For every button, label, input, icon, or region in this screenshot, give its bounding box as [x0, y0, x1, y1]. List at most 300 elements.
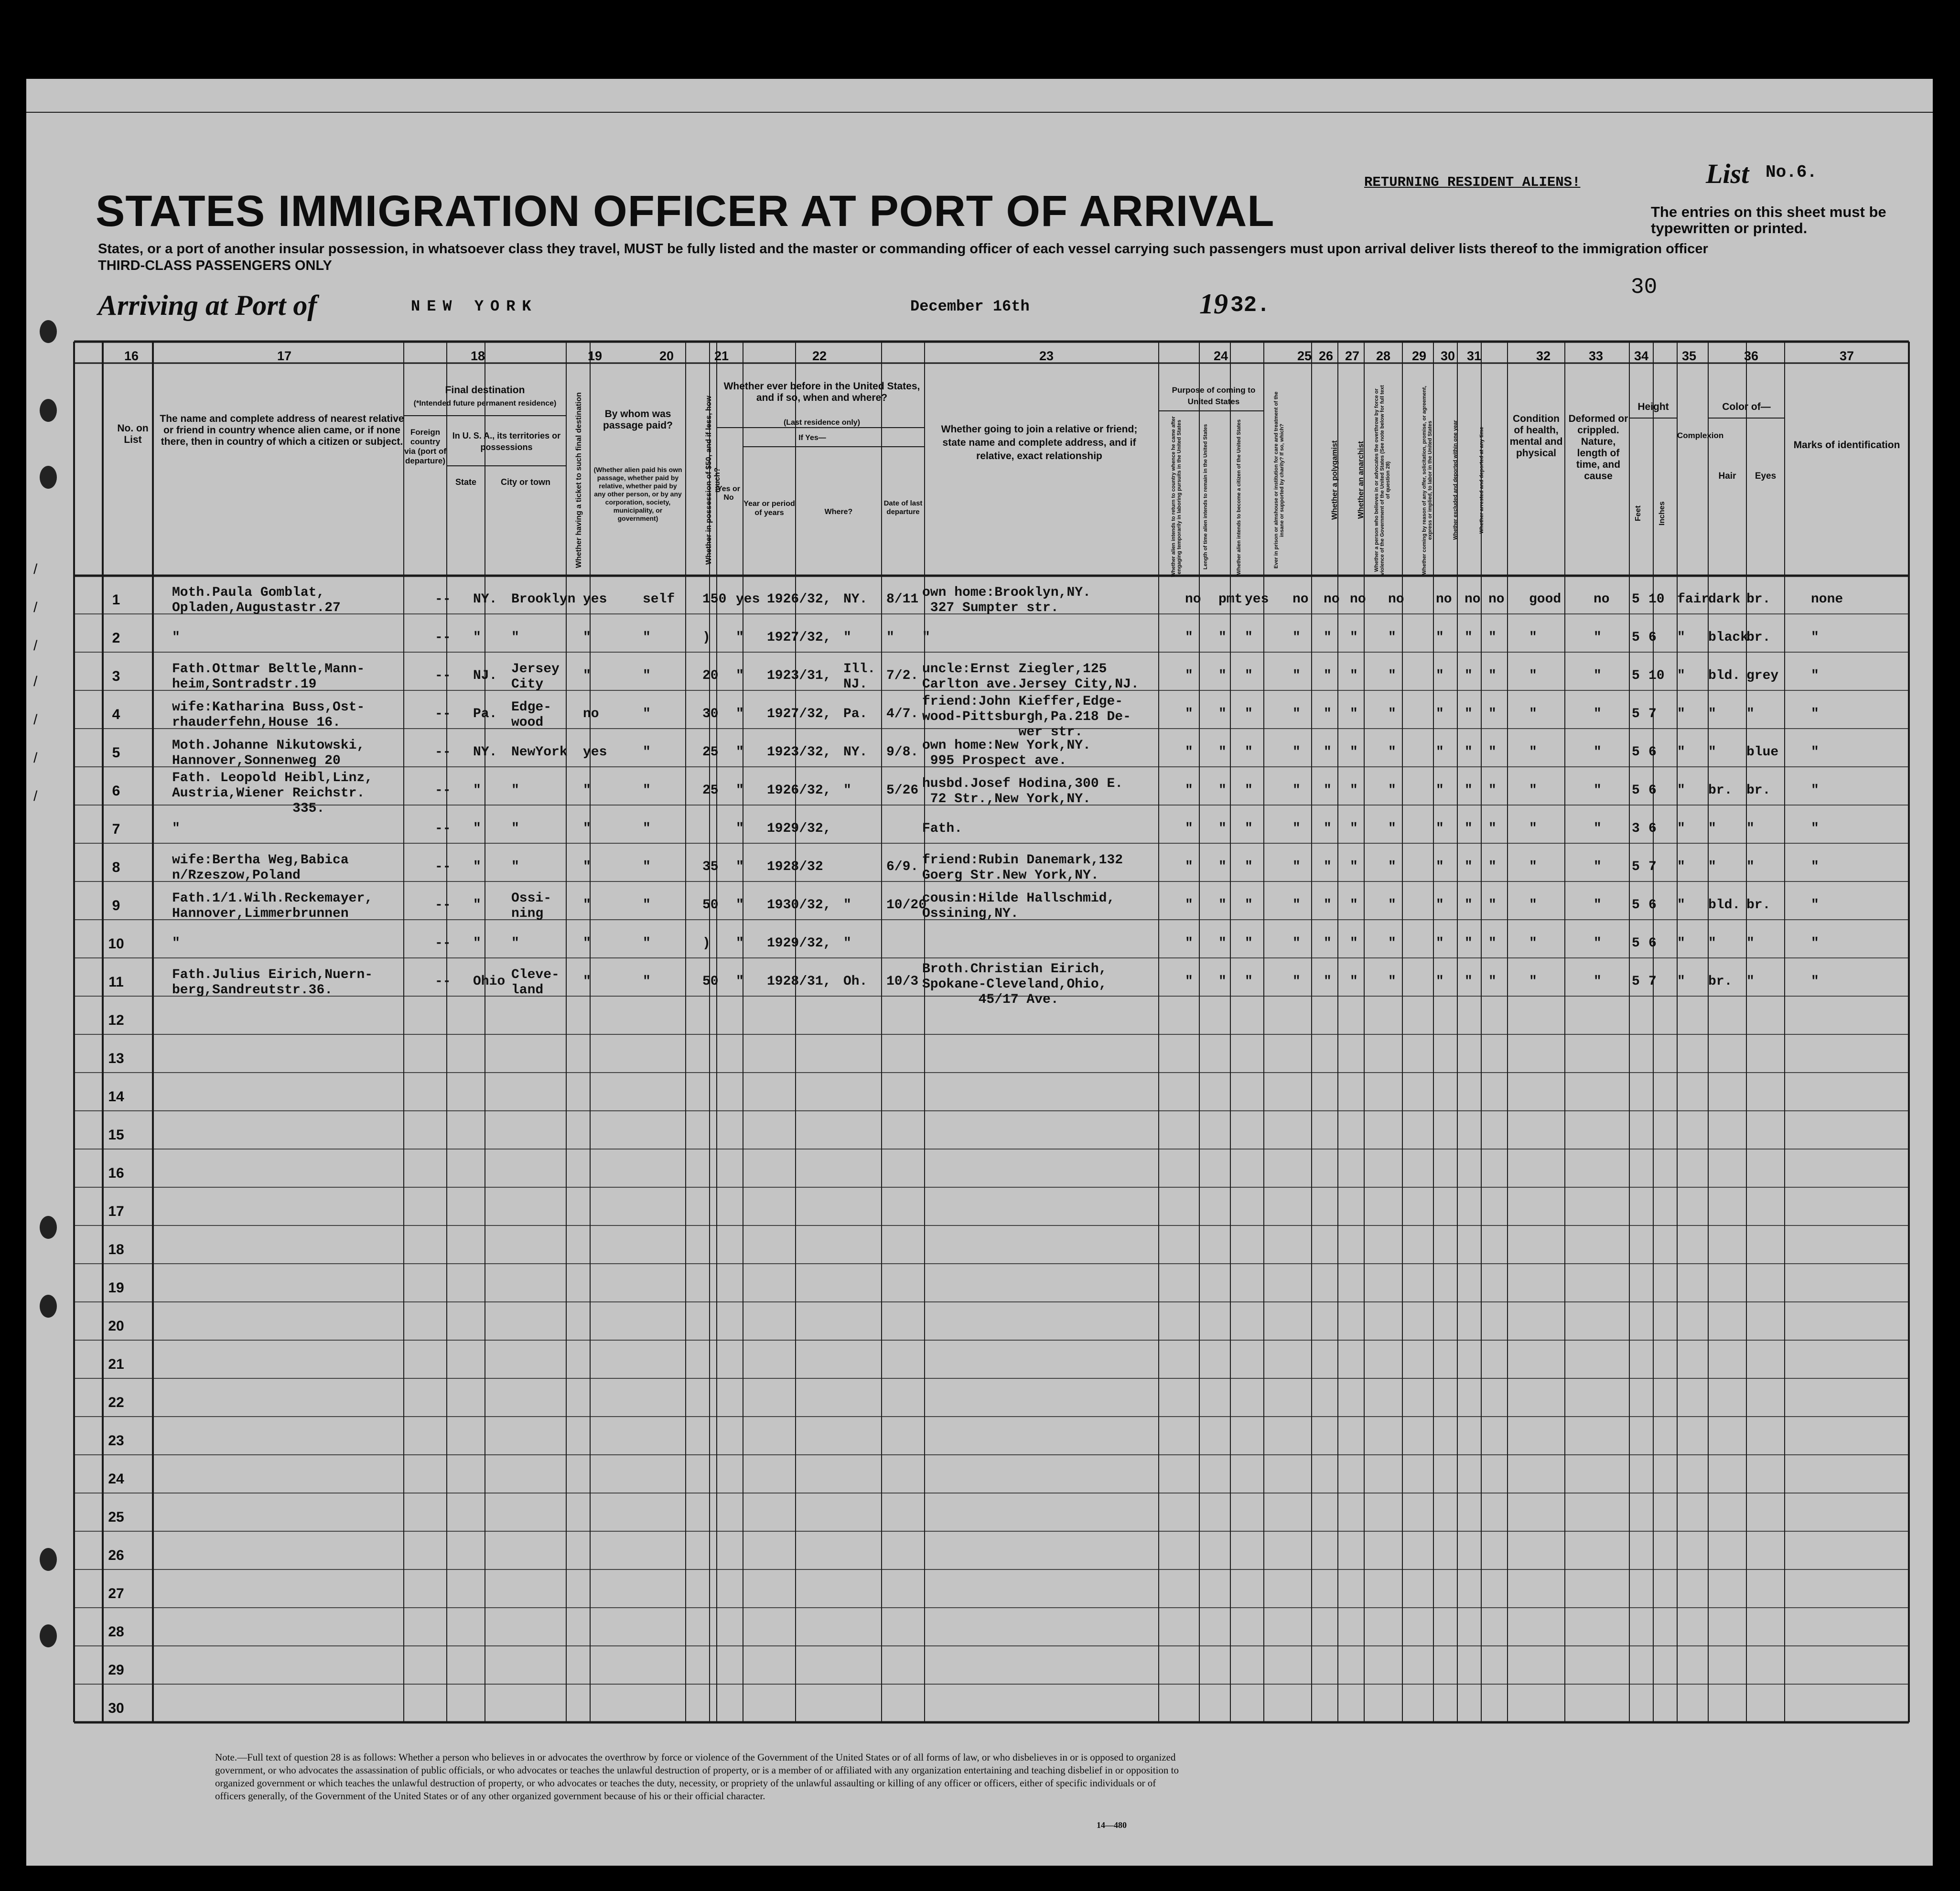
cell-q30: "	[1465, 898, 1473, 913]
cell-q28: no	[1388, 592, 1404, 607]
cell-joining: cousin:Hilde Hallschmid, Ossining,NY.	[922, 891, 1115, 921]
header-purpose-c: Whether alien intends to become a citizen of the United States	[1236, 419, 1242, 575]
cell-purpose-a: "	[1185, 630, 1193, 645]
row-number: 11	[108, 974, 124, 990]
row-number: 23	[108, 1433, 124, 1449]
binder-hole	[40, 1548, 57, 1571]
cell-yes-no: "	[736, 745, 744, 760]
row-number: 1	[112, 592, 120, 608]
port-of-arrival: NEW YORK	[411, 298, 538, 315]
list-label: List	[1706, 158, 1749, 189]
cell-q31: "	[1488, 707, 1497, 721]
column-number: 25	[1297, 349, 1312, 363]
cell-health: "	[1529, 668, 1537, 683]
cell-complexion: "	[1677, 668, 1685, 683]
cell-q30: "	[1465, 707, 1473, 721]
cell-foreign-country: --	[435, 592, 451, 607]
cell-prison: "	[1292, 783, 1301, 798]
cell-marks: "	[1811, 974, 1819, 989]
binder-hole	[40, 1216, 57, 1239]
cell-purpose-b: pmt	[1218, 592, 1243, 607]
cell-purpose-b: "	[1218, 898, 1227, 913]
cell-year-period: 1923/31,	[767, 668, 831, 683]
cell-purpose-b: "	[1218, 860, 1227, 874]
cell-city: Brooklyn	[511, 592, 576, 607]
cell-eyes: "	[1746, 707, 1755, 721]
cell-marks: none	[1811, 592, 1843, 607]
cell-anarchist: "	[1350, 860, 1358, 874]
cell-q28: "	[1388, 974, 1396, 989]
row-number: 12	[108, 1012, 124, 1028]
row-number: 20	[108, 1318, 124, 1334]
cell-complexion: "	[1677, 707, 1685, 721]
cell-passage-paid: "	[643, 860, 651, 874]
cell-purpose-c: "	[1245, 630, 1253, 645]
cell-city: NewYork	[511, 745, 568, 760]
cell-yes-no: "	[736, 898, 744, 913]
arrival-date: December 16th	[910, 298, 1030, 315]
cell-purpose-a: "	[1185, 668, 1193, 683]
cell-city: "	[511, 783, 519, 798]
cell-relative-address: Moth.Paula Gomblat, Opladen,Augustastr.27	[172, 585, 341, 615]
column-number: 21	[714, 349, 729, 363]
check-mark: /	[33, 638, 38, 654]
cell-state: Pa.	[473, 707, 497, 721]
cell-q28: "	[1388, 860, 1396, 874]
cell-year-period: 1928/32	[767, 860, 823, 874]
cell-q31: "	[1488, 668, 1497, 683]
cell-purpose-c: "	[1245, 936, 1253, 951]
header-health: Condition of health, mental and physical	[1509, 413, 1563, 459]
cell-q29: "	[1436, 783, 1444, 798]
cell-state: "	[473, 630, 481, 645]
cell-prison: "	[1292, 936, 1301, 951]
cell-height-inches: 6	[1648, 898, 1657, 913]
cell-departure-date: 7/2.	[886, 668, 919, 683]
year-suffix: 32.	[1230, 293, 1270, 318]
cell-q30: "	[1465, 936, 1473, 951]
column-number: 31	[1466, 349, 1482, 363]
form-title: STATES IMMIGRATION OFFICER AT PORT OF ARRIVAL	[96, 187, 1275, 236]
cell-q30: no	[1465, 592, 1481, 607]
cell-purpose-b: "	[1218, 821, 1227, 836]
cell-polygamist: no	[1324, 592, 1340, 607]
cell-marks: "	[1811, 668, 1819, 683]
cell-where: "	[843, 936, 851, 951]
cell-q28: "	[1388, 936, 1396, 951]
cell-anarchist: "	[1350, 630, 1358, 645]
cell-purpose-b: "	[1218, 936, 1227, 951]
cell-purpose-c: "	[1245, 898, 1253, 913]
passenger-class: THIRD-CLASS PASSENGERS ONLY	[98, 258, 332, 273]
cell-passage-paid: "	[643, 821, 651, 836]
cell-height-inches: 6	[1648, 936, 1657, 951]
cell-hair: br.	[1708, 783, 1733, 798]
cell-ticket: "	[583, 860, 591, 874]
cell-relative-address: wife:Bertha Weg,Babica n/Rzeszow,Poland	[172, 853, 349, 883]
cell-money: 50	[702, 974, 719, 989]
cell-anarchist: "	[1350, 898, 1358, 913]
row-number: 26	[108, 1547, 124, 1563]
header-money: Whether in possession of $50, and if less, how much?	[705, 396, 722, 565]
cell-health: "	[1529, 707, 1537, 721]
cell-height-feet: 5	[1632, 707, 1640, 721]
cell-foreign-country: --	[435, 668, 451, 683]
cell-city: Ossi- ning	[511, 891, 552, 921]
cell-health: "	[1529, 745, 1537, 760]
header-purpose: Purpose of coming to United States	[1172, 386, 1256, 406]
cell-foreign-country: --	[435, 974, 451, 989]
cell-health: "	[1529, 898, 1537, 913]
cell-ticket: "	[583, 668, 591, 683]
cell-departure-date: "	[886, 630, 894, 645]
cell-q28: "	[1388, 630, 1396, 645]
header-polygamist: Whether a polygamist	[1331, 440, 1339, 520]
cell-marks: "	[1811, 860, 1819, 874]
cell-state: "	[473, 783, 481, 798]
binder-hole	[40, 320, 57, 343]
cell-prison: "	[1292, 707, 1301, 721]
cell-passage-paid: "	[643, 745, 651, 760]
cell-ticket: "	[583, 898, 591, 913]
column-number: 36	[1744, 349, 1759, 363]
cell-q30: "	[1465, 860, 1473, 874]
cell-q30: "	[1465, 974, 1473, 989]
cell-height-feet: 5	[1632, 745, 1640, 760]
row-number: 4	[112, 707, 120, 722]
header-q31: Whether arrested and deported at any time	[1479, 427, 1485, 534]
cell-prison: "	[1292, 821, 1301, 836]
cell-city: Edge- wood	[511, 700, 552, 730]
row-number: 16	[108, 1165, 124, 1181]
cell-departure-date: 6/9.	[886, 860, 919, 874]
cell-q29: "	[1436, 860, 1444, 874]
cell-money: 150	[702, 592, 727, 607]
row-number: 29	[108, 1662, 124, 1678]
cell-yes-no: "	[736, 936, 744, 951]
cell-yes-no: "	[736, 668, 744, 683]
cell-purpose-c: "	[1245, 860, 1253, 874]
cell-complexion: "	[1677, 745, 1685, 760]
cell-purpose-c: "	[1245, 707, 1253, 721]
header-color-of: Color of—	[1722, 401, 1771, 412]
row-number: 25	[108, 1509, 124, 1525]
cell-q31: "	[1488, 783, 1497, 798]
cell-marks: "	[1811, 936, 1819, 951]
header-year-period: Year or period of years	[743, 500, 795, 517]
cell-relative-address: Moth.Johanne Nikutowski, Hannover,Sonnenweg 20	[172, 738, 365, 768]
cell-purpose-a: "	[1185, 936, 1193, 951]
column-number: 23	[1039, 349, 1054, 363]
cell-passage-paid: self	[643, 592, 675, 607]
binder-hole	[40, 1624, 57, 1647]
header-passage-note: (Whether alien paid his own passage, whether paid by relative, whether paid by any other person, or by any corporation, society, municipality, or government)	[593, 466, 682, 522]
cell-eyes: br.	[1746, 783, 1771, 798]
cell-complexion: fair	[1677, 592, 1710, 607]
cell-yes-no: "	[736, 821, 744, 836]
cell-passage-paid: "	[643, 936, 651, 951]
cell-prison: "	[1292, 898, 1301, 913]
header-passage-paid: By whom was passage paid?	[603, 408, 673, 431]
cell-prison: "	[1292, 668, 1301, 683]
cell-purpose-b: "	[1218, 783, 1227, 798]
header-q29: Whether coming by reason of any offer, solicitation, promise, or agreement, express or implied, to labor in the United States	[1422, 386, 1433, 575]
check-mark: /	[33, 674, 38, 689]
cell-departure-date: 5/26	[886, 783, 919, 798]
cell-marks: "	[1811, 707, 1819, 721]
header-anarchist: Whether an anarchist	[1357, 441, 1365, 519]
header-complexion: Complexion	[1677, 431, 1724, 440]
cell-q29: "	[1436, 630, 1444, 645]
cell-purpose-b: "	[1218, 707, 1227, 721]
manifest-sheet	[26, 79, 1933, 1866]
header-before-in-us: Whether ever before in the United States, and if so, when and where?	[723, 381, 920, 403]
cell-deformed: "	[1594, 936, 1602, 951]
cell-eyes: grey	[1746, 668, 1779, 683]
row-number: 24	[108, 1471, 124, 1487]
cell-purpose-a: "	[1185, 898, 1193, 913]
cell-height-feet: 5	[1632, 898, 1640, 913]
column-number: 34	[1634, 349, 1649, 363]
cell-where: "	[843, 898, 851, 913]
column-number: 28	[1376, 349, 1391, 363]
cell-height-feet: 5	[1632, 936, 1640, 951]
binder-hole	[40, 399, 57, 422]
binder-hole	[40, 1295, 57, 1318]
cell-year-period: 1923/32,	[767, 745, 831, 760]
cell-where: Oh.	[843, 974, 868, 989]
cell-purpose-a: "	[1185, 974, 1193, 989]
cell-joining: own home:New York,NY. 995 Prospect ave.	[922, 738, 1091, 768]
cell-health: "	[1529, 860, 1537, 874]
cell-height-inches: 10	[1648, 668, 1665, 683]
cell-yes-no: "	[736, 974, 744, 989]
cell-city: "	[511, 936, 519, 951]
cell-complexion: "	[1677, 860, 1685, 874]
cell-eyes: "	[1746, 936, 1755, 951]
cell-year-period: 1928/31,	[767, 974, 831, 989]
cell-foreign-country: --	[435, 898, 451, 913]
cell-deformed: "	[1594, 668, 1602, 683]
row-number: 17	[108, 1203, 124, 1219]
cell-deformed: "	[1594, 745, 1602, 760]
cell-year-period: 1929/32,	[767, 821, 831, 836]
cell-joining: friend:John Kieffer,Edge- wood-Pittsburgh,Pa.218 De- wer str.	[922, 694, 1131, 740]
cell-q29: "	[1436, 974, 1444, 989]
cell-anarchist: "	[1350, 936, 1358, 951]
header-where: Where?	[824, 508, 853, 516]
cell-polygamist: "	[1324, 783, 1332, 798]
cell-q29: "	[1436, 898, 1444, 913]
cell-height-feet: 5	[1632, 783, 1640, 798]
cell-complexion: "	[1677, 936, 1685, 951]
cell-q28: "	[1388, 821, 1396, 836]
cell-foreign-country: --	[435, 860, 451, 874]
cell-q28: "	[1388, 707, 1396, 721]
cell-health: "	[1529, 974, 1537, 989]
cell-state: "	[473, 860, 481, 874]
cell-relative-address: "	[172, 936, 180, 951]
header-inches: Inches	[1658, 501, 1666, 526]
cell-complexion: "	[1677, 630, 1685, 645]
cell-city: Cleve- land	[511, 967, 560, 998]
cell-deformed: "	[1594, 860, 1602, 874]
row-number: 15	[108, 1127, 124, 1143]
cell-departure-date: 4/7.	[886, 707, 919, 721]
cell-prison: "	[1292, 745, 1301, 760]
cell-ticket: yes	[583, 592, 607, 607]
column-number: 37	[1839, 349, 1854, 363]
cell-joining: husbd.Josef Hodina,300 E. 72 Str.,New York,NY.	[922, 776, 1123, 806]
cell-q29: "	[1436, 745, 1444, 760]
cell-ticket: "	[583, 821, 591, 836]
cell-q29: "	[1436, 707, 1444, 721]
cell-marks: "	[1811, 630, 1819, 645]
row-number: 19	[108, 1280, 124, 1296]
cell-health: "	[1529, 783, 1537, 798]
row-number: 8	[112, 860, 120, 875]
cell-q31: "	[1488, 630, 1497, 645]
cell-purpose-c: yes	[1245, 592, 1269, 607]
cell-money: )	[702, 936, 711, 951]
row-number: 14	[108, 1089, 124, 1105]
cell-deformed: "	[1594, 821, 1602, 836]
cell-ticket: "	[583, 974, 591, 989]
cell-hair: br.	[1708, 974, 1733, 989]
cell-hair: "	[1708, 936, 1716, 951]
cell-q30: "	[1465, 630, 1473, 645]
header-before-note: (Last residence only)	[783, 419, 861, 427]
cell-money: 50	[702, 898, 719, 913]
cell-purpose-c: "	[1245, 821, 1253, 836]
cell-where: Pa.	[843, 707, 868, 721]
column-number: 20	[659, 349, 674, 363]
header-foreign-country: Foreign country via (port of departure)	[404, 428, 446, 465]
cell-q29: "	[1436, 821, 1444, 836]
sheet-number: 30	[1631, 275, 1658, 300]
cell-q31: "	[1488, 745, 1497, 760]
cell-foreign-country: --	[435, 745, 451, 760]
cell-city: "	[511, 860, 519, 874]
cell-purpose-a: "	[1185, 860, 1193, 874]
header-relative-abroad: The name and complete address of nearest relative or friend in country whence alien came, or if none there, then in country of which a citizen or subject.	[160, 413, 404, 447]
cell-money: 30	[702, 707, 719, 721]
row-number: 28	[108, 1624, 124, 1640]
cell-height-feet: 5	[1632, 974, 1640, 989]
cell-foreign-country: --	[435, 936, 451, 951]
cell-polygamist: "	[1324, 860, 1332, 874]
cell-anarchist: "	[1350, 668, 1358, 683]
cell-purpose-c: "	[1245, 745, 1253, 760]
cell-purpose-a: "	[1185, 745, 1193, 760]
cell-state: "	[473, 936, 481, 951]
cell-prison: "	[1292, 630, 1301, 645]
header-final-destination-note: (*Intended future permanent residence)	[413, 399, 557, 408]
column-number: 27	[1345, 349, 1360, 363]
column-number: 29	[1411, 349, 1427, 363]
cell-hair: bld.	[1708, 668, 1741, 683]
cell-polygamist: "	[1324, 745, 1332, 760]
cell-year-period: 1927/32,	[767, 707, 831, 721]
cell-anarchist: "	[1350, 707, 1358, 721]
cell-purpose-a: no	[1185, 592, 1201, 607]
cell-anarchist: no	[1350, 592, 1366, 607]
cell-yes-no: yes	[736, 592, 760, 607]
cell-deformed: no	[1594, 592, 1610, 607]
cell-height-inches: 7	[1648, 707, 1657, 721]
header-date-last-departure: Date of last departure	[883, 499, 923, 516]
cell-foreign-country: --	[435, 783, 451, 798]
cell-year-period: 1926/32,	[767, 783, 831, 798]
header-city: City or town	[501, 477, 550, 487]
check-mark: /	[33, 561, 38, 577]
header-prison: Ever in prison or almshouse or institution for care and treatment of the insane or supported by charity? If so, which?	[1273, 391, 1285, 569]
column-number: 26	[1318, 349, 1334, 363]
cell-joining: friend:Rubin Danemark,132 Goerg Str.New York,NY.	[922, 853, 1123, 883]
cell-relative-address: Fath. Leopold Heibl,Linz, Austria,Wiener Reichstr. 335.	[172, 771, 373, 816]
cell-purpose-b: "	[1218, 745, 1227, 760]
header-eyes: Eyes	[1755, 471, 1777, 481]
cell-ticket: no	[583, 707, 599, 721]
header-q30: Whether excluded and deported within one year	[1453, 420, 1458, 540]
entries-instruction: The entries on this sheet must be typewritten or printed.	[1651, 204, 1886, 236]
header-ticket: Whether having a ticket to such final destination	[575, 392, 583, 569]
form-number: 14—480	[1097, 1820, 1127, 1830]
cell-height-inches: 6	[1648, 745, 1657, 760]
cell-marks: "	[1811, 783, 1819, 798]
row-number: 21	[108, 1356, 124, 1372]
cell-marks: "	[1811, 745, 1819, 760]
header-purpose-a: Whether alien intends to return to country whence he came after engaging temporarily in laboring pursuits in the United States	[1171, 416, 1182, 578]
arriving-label: Arriving at Port of	[98, 290, 317, 321]
cell-height-inches: 6	[1648, 783, 1657, 798]
cell-q31: "	[1488, 821, 1497, 836]
cell-passage-paid: "	[643, 898, 651, 913]
cell-q30: "	[1465, 745, 1473, 760]
cell-passage-paid: "	[643, 630, 651, 645]
cell-health: "	[1529, 936, 1537, 951]
cell-purpose-c: "	[1245, 783, 1253, 798]
list-number: No.6.	[1766, 162, 1818, 182]
header-purpose-b: Length of time alien intends to remain in the United States	[1203, 424, 1208, 570]
cell-hair: "	[1708, 821, 1716, 836]
row-number: 9	[112, 898, 120, 913]
cell-foreign-country: --	[435, 630, 451, 645]
cell-where: "	[843, 783, 851, 798]
cell-hair: "	[1708, 860, 1716, 874]
cell-relative-address: "	[172, 821, 180, 836]
cell-q31: "	[1488, 898, 1497, 913]
column-number: 24	[1213, 349, 1228, 363]
cell-joining: Broth.Christian Eirich, Spokane-Cleveland,Ohio, 45/17 Ave.	[922, 962, 1107, 1007]
cell-purpose-b: "	[1218, 668, 1227, 683]
cell-eyes: br.	[1746, 630, 1771, 645]
cell-height-inches: 10	[1648, 592, 1665, 607]
row-number: 6	[112, 783, 120, 799]
check-mark: /	[33, 750, 38, 766]
cell-relative-address: wife:Katharina Buss,Ost- rhauderfehn,House 16.	[172, 700, 365, 730]
cell-health: good	[1529, 592, 1562, 607]
cell-passage-paid: "	[643, 974, 651, 989]
header-no-on-list: No. on List	[117, 423, 149, 445]
cell-health: "	[1529, 821, 1537, 836]
cell-ticket: yes	[583, 745, 607, 760]
cell-q31: "	[1488, 860, 1497, 874]
cell-complexion: "	[1677, 898, 1685, 913]
cell-polygamist: "	[1324, 630, 1332, 645]
row-number: 3	[112, 668, 120, 684]
header-feet: Feet	[1634, 505, 1642, 522]
